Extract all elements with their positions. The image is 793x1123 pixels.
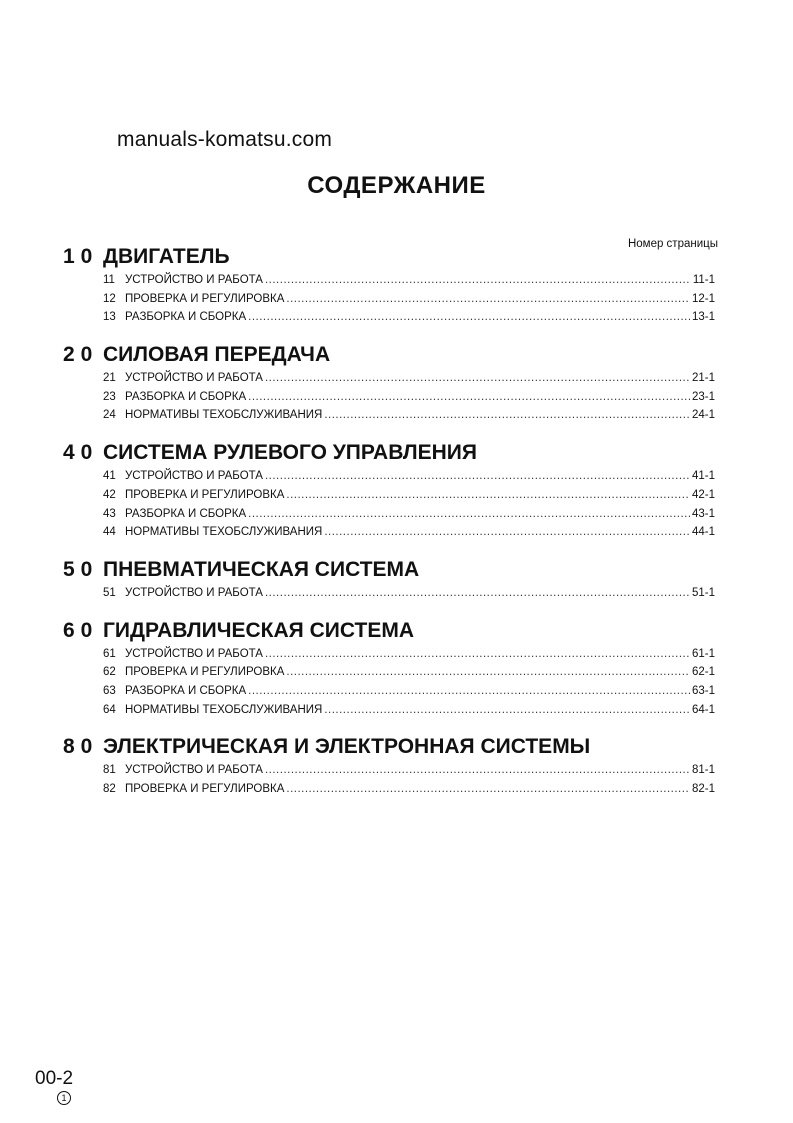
entry-title: РАЗБОРКА И СБОРКА <box>125 507 247 520</box>
toc-entry[interactable] <box>63 523 715 542</box>
entry-title: ПРОВЕРКА И РЕГУЛИРОВКА <box>125 488 285 501</box>
entry-number: 63 <box>103 684 116 697</box>
dot-leader <box>324 701 690 720</box>
dot-leader <box>265 271 691 290</box>
dot-leader <box>286 486 690 505</box>
section-title: ЭЛЕКТРИЧЕСКАЯ И ЭЛЕКТРОННАЯ СИСТЕМЫ <box>103 735 591 759</box>
toc-entry[interactable] <box>63 369 715 388</box>
entry-title: НОРМАТИВЫ ТЕХОБСЛУЖИВАНИЯ <box>125 409 323 422</box>
entry-page: 42-1 <box>691 488 715 501</box>
entry-number: 42 <box>103 488 116 501</box>
section-number: 50 <box>63 557 99 581</box>
section-heading[interactable] <box>63 733 715 761</box>
toc-entry[interactable] <box>63 701 715 720</box>
section-number: 80 <box>63 735 99 759</box>
entry-page: 24-1 <box>691 409 715 422</box>
page-number-column-label: Номер страницы <box>627 238 718 250</box>
section-title: ДВИГАТЕЛЬ <box>103 245 230 268</box>
toc-entry[interactable] <box>63 486 715 505</box>
dot-leader <box>265 369 690 388</box>
entry-number: 23 <box>103 390 116 403</box>
toc-entry[interactable] <box>63 682 715 701</box>
entry-page: 64-1 <box>691 703 715 716</box>
entry-number: 51 <box>103 586 116 599</box>
dot-leader <box>265 467 690 486</box>
section-title: СИСТЕМА РУЛЕВОГО УПРАВЛЕНИЯ <box>103 441 477 465</box>
entry-page: 62-1 <box>691 666 715 679</box>
dot-leader <box>286 663 690 682</box>
entry-page: 63-1 <box>691 684 715 697</box>
section-heading[interactable] <box>63 439 715 467</box>
page-title: СОДЕРЖАНИЕ <box>307 172 486 199</box>
entry-number: 41 <box>103 470 116 483</box>
entry-title: УСТРОЙСТВО И РАБОТА <box>125 586 263 599</box>
toc-entry[interactable] <box>63 780 715 799</box>
dot-leader <box>324 406 690 425</box>
dot-leader <box>265 645 690 664</box>
toc-entry[interactable] <box>63 663 715 682</box>
entry-page: 21-1 <box>691 372 715 385</box>
toc-section <box>63 243 715 327</box>
toc-entry[interactable] <box>63 645 715 664</box>
entry-page: 11-1 <box>692 274 715 286</box>
dot-leader <box>248 505 690 524</box>
revision-mark: 1 <box>57 1091 71 1105</box>
entry-number: 11 <box>103 274 115 286</box>
toc-entry[interactable] <box>63 467 715 486</box>
entry-page: 43-1 <box>691 507 715 520</box>
dot-leader <box>324 523 690 542</box>
dot-leader <box>286 290 690 309</box>
entry-page: 61-1 <box>691 647 715 660</box>
toc-section <box>63 733 715 798</box>
dot-leader <box>265 761 690 780</box>
toc-entry[interactable] <box>63 271 715 290</box>
entry-number: 13 <box>103 311 116 324</box>
toc-entry[interactable] <box>63 308 715 327</box>
toc-entry[interactable] <box>63 584 715 603</box>
entry-number: 81 <box>103 764 116 777</box>
section-number: 60 <box>63 618 99 642</box>
entry-title: РАЗБОРКА И СБОРКА <box>125 390 247 403</box>
entry-page: 81-1 <box>691 764 715 777</box>
entry-number: 12 <box>103 292 116 305</box>
entry-page: 13-1 <box>691 311 715 324</box>
dot-leader <box>286 780 690 799</box>
entry-title: УСТРОЙСТВО И РАБОТА <box>125 470 263 483</box>
toc-entry[interactable] <box>63 406 715 425</box>
dot-leader <box>248 388 690 407</box>
section-title: ПНЕВМАТИЧЕСКАЯ СИСТЕМА <box>103 557 420 581</box>
dot-leader <box>248 308 690 327</box>
toc-section <box>63 439 715 542</box>
toc-section <box>63 556 715 603</box>
entry-title: УСТРОЙСТВО И РАБОТА <box>125 764 263 777</box>
section-title: СИЛОВАЯ ПЕРЕДАЧА <box>103 343 331 367</box>
entry-page: 44-1 <box>691 526 715 539</box>
dot-leader <box>248 682 690 701</box>
entry-title: УСТРОЙСТВО И РАБОТА <box>125 274 263 286</box>
entry-number: 24 <box>103 409 116 422</box>
section-number: 40 <box>63 441 99 465</box>
entry-title: НОРМАТИВЫ ТЕХОБСЛУЖИВАНИЯ <box>125 526 323 539</box>
section-title: ГИДРАВЛИЧЕСКАЯ СИСТЕМА <box>103 618 414 642</box>
toc-entry[interactable] <box>63 388 715 407</box>
table-of-contents <box>63 243 715 813</box>
entry-title: ПРОВЕРКА И РЕГУЛИРОВКА <box>125 666 285 679</box>
entry-number: 82 <box>103 783 116 795</box>
entry-page: 12-1 <box>691 292 715 305</box>
entry-number: 61 <box>103 647 116 660</box>
toc-section <box>63 341 715 425</box>
section-heading[interactable] <box>63 341 715 369</box>
entry-number: 21 <box>103 372 116 385</box>
watermark-text: manuals-komatsu.com <box>117 128 333 151</box>
entry-title: ПРОВЕРКА И РЕГУЛИРОВКА <box>125 783 285 795</box>
page-number: 00-2 <box>35 1068 74 1089</box>
entry-title: РАЗБОРКА И СБОРКА <box>125 684 247 697</box>
section-heading[interactable] <box>63 617 715 645</box>
entry-number: 44 <box>103 526 116 539</box>
entry-title: НОРМАТИВЫ ТЕХОБСЛУЖИВАНИЯ <box>125 703 323 716</box>
entry-title: УСТРОЙСТВО И РАБОТА <box>125 372 263 385</box>
entry-title: РАЗБОРКА И СБОРКА <box>125 311 247 324</box>
toc-entry[interactable] <box>63 761 715 780</box>
entry-page: 82-1 <box>691 783 715 795</box>
entry-number: 64 <box>103 703 116 716</box>
entry-page: 51-1 <box>691 586 715 599</box>
section-heading[interactable] <box>63 556 715 584</box>
entry-title: УСТРОЙСТВО И РАБОТА <box>125 647 263 660</box>
dot-leader <box>265 584 690 603</box>
entry-number: 43 <box>103 507 116 520</box>
toc-section <box>63 617 715 720</box>
entry-title: ПРОВЕРКА И РЕГУЛИРОВКА <box>125 292 285 305</box>
entry-page: 23-1 <box>691 390 715 403</box>
entry-number: 62 <box>103 666 116 679</box>
section-heading[interactable] <box>63 243 715 271</box>
section-number: 20 <box>63 343 99 367</box>
entry-page: 41-1 <box>691 470 715 483</box>
toc-entry[interactable] <box>63 290 715 309</box>
section-number: 10 <box>63 245 99 268</box>
toc-entry[interactable] <box>63 505 715 524</box>
